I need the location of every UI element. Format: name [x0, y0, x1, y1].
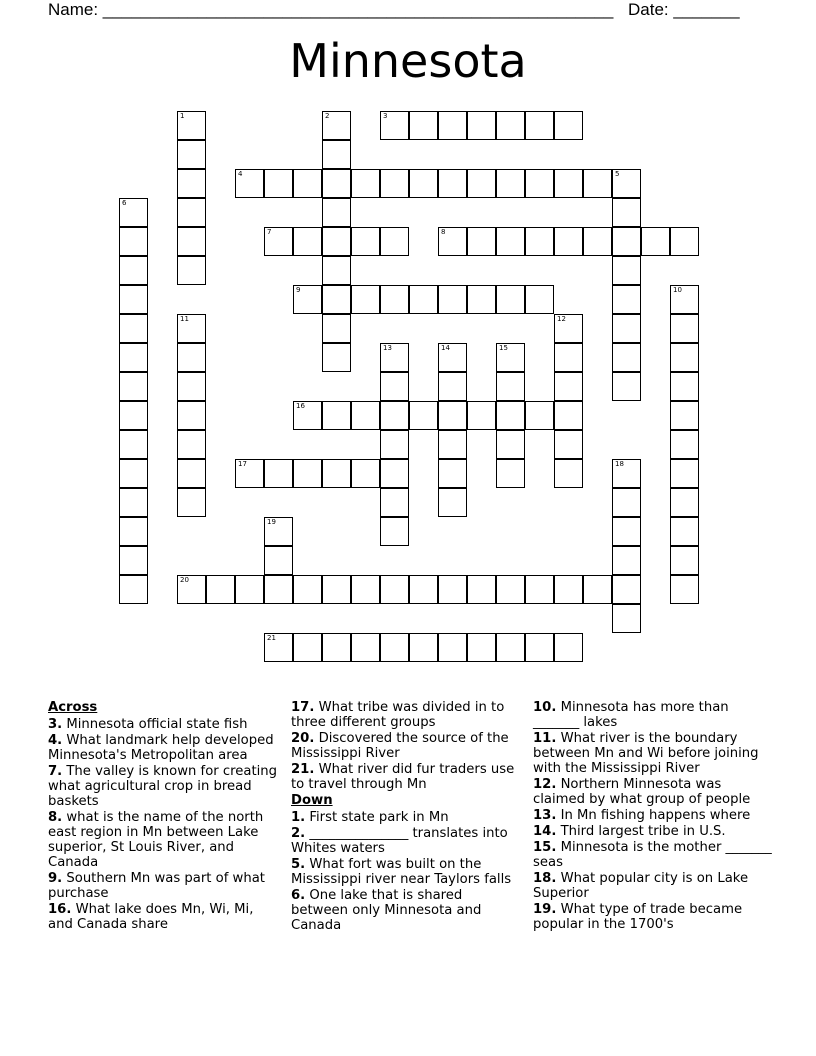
- grid-cell[interactable]: [496, 111, 525, 140]
- clue-number: 7.: [48, 764, 63, 779]
- clue-number: 19.: [533, 902, 557, 917]
- grid-cell[interactable]: [438, 285, 467, 314]
- clue-text: Minnesota is the mother _______ seas: [533, 840, 772, 870]
- grid-cell[interactable]: [293, 227, 322, 256]
- grid-cell[interactable]: [554, 314, 583, 343]
- grid-cell[interactable]: [177, 430, 206, 459]
- clue-number: 15.: [533, 840, 557, 855]
- grid-cell[interactable]: [293, 575, 322, 604]
- grid-cell[interactable]: [409, 575, 438, 604]
- grid-cell[interactable]: [177, 227, 206, 256]
- grid-cell[interactable]: [322, 401, 351, 430]
- cell-number: 12: [557, 315, 566, 323]
- cell-number: 16: [296, 402, 305, 410]
- grid-cell[interactable]: [612, 546, 641, 575]
- grid-cell[interactable]: [322, 227, 351, 256]
- grid-cell[interactable]: [554, 111, 583, 140]
- clue-number: 17.: [291, 700, 315, 715]
- grid-cell[interactable]: [119, 401, 148, 430]
- clue-text: What fort was built on the Mississippi river near Taylors falls: [291, 857, 512, 887]
- grid-cell[interactable]: [467, 575, 496, 604]
- grid-cell[interactable]: [322, 111, 351, 140]
- grid-cell[interactable]: [119, 198, 148, 227]
- clue-number: 2.: [291, 826, 306, 841]
- clue-text: What river did fur traders use to travel through Mn: [291, 762, 515, 792]
- grid-cell[interactable]: [670, 517, 699, 546]
- cell-number: 2: [325, 112, 330, 120]
- grid-cell[interactable]: [409, 111, 438, 140]
- clue-text: Minnesota official state fish: [62, 717, 248, 732]
- grid-cell[interactable]: [322, 343, 351, 372]
- grid-cell[interactable]: [438, 111, 467, 140]
- grid-cell[interactable]: [670, 285, 699, 314]
- grid-cell[interactable]: [177, 459, 206, 488]
- grid-cell[interactable]: [235, 575, 264, 604]
- grid-cell[interactable]: [409, 169, 438, 198]
- clue-number: 8.: [48, 810, 63, 825]
- grid-cell[interactable]: [612, 488, 641, 517]
- grid-cell[interactable]: [670, 459, 699, 488]
- clue-text: Southern Mn was part of what purchase: [48, 871, 265, 901]
- grid-cell[interactable]: [496, 372, 525, 401]
- grid-cell[interactable]: [119, 488, 148, 517]
- grid-cell[interactable]: [351, 401, 380, 430]
- down-clue: [533, 871, 773, 901]
- grid-cell[interactable]: [525, 169, 554, 198]
- grid-cell[interactable]: [670, 488, 699, 517]
- grid-cell[interactable]: [612, 198, 641, 227]
- grid-cell[interactable]: [612, 372, 641, 401]
- cell-number: 17: [238, 460, 247, 468]
- grid-cell[interactable]: [467, 285, 496, 314]
- clue-text: What lake does Mn, Wi, Mi, and Canada share: [48, 902, 254, 932]
- clue-number: 9.: [48, 871, 63, 886]
- name-field-label: Name: ______________________________________________________: [48, 0, 614, 19]
- grid-cell[interactable]: [670, 343, 699, 372]
- grid-cell[interactable]: [177, 575, 206, 604]
- grid-cell[interactable]: [119, 546, 148, 575]
- grid-cell[interactable]: [235, 169, 264, 198]
- grid-cell[interactable]: [438, 401, 467, 430]
- grid-cell[interactable]: [177, 198, 206, 227]
- cell-number: 7: [267, 228, 272, 236]
- grid-cell[interactable]: [409, 633, 438, 662]
- grid-cell[interactable]: [525, 285, 554, 314]
- clue-text: The valley is known for creating what agricultural crop in bread baskets: [48, 764, 278, 809]
- across-clue: [48, 810, 280, 870]
- across-clue: [48, 902, 280, 932]
- grid-cell[interactable]: [119, 575, 148, 604]
- grid-cell[interactable]: [351, 227, 380, 256]
- grid-cell[interactable]: [409, 401, 438, 430]
- grid-cell[interactable]: [467, 633, 496, 662]
- clue-text: One lake that is shared between only Minnesota and Canada: [291, 888, 482, 933]
- clue-number: 4.: [48, 733, 63, 748]
- grid-cell[interactable]: [554, 401, 583, 430]
- grid-cell[interactable]: [235, 459, 264, 488]
- clues-column-2: [291, 700, 523, 934]
- grid-cell[interactable]: [438, 488, 467, 517]
- grid-cell[interactable]: [438, 227, 467, 256]
- grid-cell[interactable]: [322, 285, 351, 314]
- grid-cell[interactable]: [496, 343, 525, 372]
- grid-cell[interactable]: [554, 633, 583, 662]
- down-clue: [533, 902, 773, 932]
- down-clue: [533, 700, 773, 730]
- cell-number: 5: [615, 170, 620, 178]
- clue-text: In Mn fishing happens where: [556, 808, 751, 823]
- clue-number: 12.: [533, 777, 557, 792]
- cell-number: 11: [180, 315, 189, 323]
- grid-cell[interactable]: [322, 575, 351, 604]
- grid-cell[interactable]: [322, 459, 351, 488]
- clue-number: 10.: [533, 700, 557, 715]
- grid-cell[interactable]: [438, 343, 467, 372]
- grid-cell[interactable]: [612, 285, 641, 314]
- clue-number: 21.: [291, 762, 315, 777]
- grid-cell[interactable]: [322, 140, 351, 169]
- grid-cell[interactable]: [496, 285, 525, 314]
- down-clue: [291, 826, 523, 856]
- grid-cell[interactable]: [119, 372, 148, 401]
- clue-text: What tribe was divided in to three different groups: [291, 700, 505, 730]
- grid-cell[interactable]: [554, 430, 583, 459]
- grid-cell[interactable]: [264, 633, 293, 662]
- cell-number: 20: [180, 576, 189, 584]
- grid-cell[interactable]: [177, 372, 206, 401]
- cell-number: 9: [296, 286, 301, 294]
- down-clue: [533, 824, 773, 839]
- grid-cell[interactable]: [177, 256, 206, 285]
- across-clue: [48, 871, 280, 901]
- grid-cell[interactable]: [177, 488, 206, 517]
- down-clue: [533, 840, 773, 870]
- grid-cell[interactable]: [467, 111, 496, 140]
- grid-cell[interactable]: [670, 546, 699, 575]
- grid-cell[interactable]: [293, 169, 322, 198]
- grid-cell[interactable]: [293, 401, 322, 430]
- grid-cell[interactable]: [554, 372, 583, 401]
- grid-cell[interactable]: [380, 459, 409, 488]
- down-clue: [291, 857, 523, 887]
- across-heading: Across: [48, 700, 98, 715]
- grid-cell[interactable]: [322, 169, 351, 198]
- cell-number: 19: [267, 518, 276, 526]
- grid-cell[interactable]: [612, 459, 641, 488]
- clue-text: Northern Minnesota was claimed by what group of people: [533, 777, 751, 807]
- clue-number: 3.: [48, 717, 63, 732]
- down-clue: [533, 808, 773, 823]
- grid-cell[interactable]: [670, 372, 699, 401]
- grid-cell[interactable]: [438, 633, 467, 662]
- grid-cell[interactable]: [380, 169, 409, 198]
- clue-text: What landmark help developed Minnesota's Metropolitan area: [48, 733, 274, 763]
- grid-cell[interactable]: [380, 517, 409, 546]
- grid-cell[interactable]: [119, 343, 148, 372]
- clue-text: What popular city is on Lake Superior: [533, 871, 749, 901]
- grid-cell[interactable]: [293, 285, 322, 314]
- grid-cell[interactable]: [380, 633, 409, 662]
- grid-cell[interactable]: [380, 285, 409, 314]
- grid-cell[interactable]: [670, 314, 699, 343]
- grid-cell[interactable]: [496, 633, 525, 662]
- cell-number: 10: [673, 286, 682, 294]
- grid-cell[interactable]: [322, 314, 351, 343]
- across-clue: [48, 733, 280, 763]
- grid-cell[interactable]: [670, 227, 699, 256]
- grid-cell[interactable]: [583, 575, 612, 604]
- grid-cell[interactable]: [380, 575, 409, 604]
- clue-text: Third largest tribe in U.S.: [556, 824, 726, 839]
- grid-cell[interactable]: [380, 430, 409, 459]
- grid-cell[interactable]: [670, 430, 699, 459]
- grid-cell[interactable]: [525, 401, 554, 430]
- grid-cell[interactable]: [293, 633, 322, 662]
- grid-cell[interactable]: [525, 227, 554, 256]
- grid-cell[interactable]: [177, 140, 206, 169]
- grid-cell[interactable]: [119, 517, 148, 546]
- grid-cell[interactable]: [525, 633, 554, 662]
- cell-number: 3: [383, 112, 388, 120]
- grid-cell[interactable]: [496, 169, 525, 198]
- clues-column-1: [48, 700, 280, 933]
- grid-cell[interactable]: [293, 459, 322, 488]
- grid-cell[interactable]: [119, 256, 148, 285]
- page-title: Minnesota: [289, 34, 527, 88]
- grid-cell[interactable]: [438, 169, 467, 198]
- grid-cell[interactable]: [409, 285, 438, 314]
- clues-column-3: [533, 700, 773, 933]
- cell-number: 18: [615, 460, 624, 468]
- grid-cell[interactable]: [119, 430, 148, 459]
- grid-cell[interactable]: [177, 169, 206, 198]
- cell-number: 6: [122, 199, 127, 207]
- clue-number: 18.: [533, 871, 557, 886]
- grid-cell[interactable]: [351, 169, 380, 198]
- grid-cell[interactable]: [438, 575, 467, 604]
- clue-number: 20.: [291, 731, 315, 746]
- grid-cell[interactable]: [380, 488, 409, 517]
- grid-cell[interactable]: [496, 401, 525, 430]
- grid-cell[interactable]: [641, 227, 670, 256]
- cell-number: 14: [441, 344, 450, 352]
- down-clue: [291, 810, 523, 825]
- grid-cell[interactable]: [554, 459, 583, 488]
- grid-cell[interactable]: [612, 575, 641, 604]
- grid-cell[interactable]: [264, 575, 293, 604]
- cell-number: 13: [383, 344, 392, 352]
- grid-cell[interactable]: [351, 575, 380, 604]
- cell-number: 1: [180, 112, 185, 120]
- grid-cell[interactable]: [380, 111, 409, 140]
- clue-number: 5.: [291, 857, 306, 872]
- grid-cell[interactable]: [380, 227, 409, 256]
- grid-cell[interactable]: [612, 517, 641, 546]
- down-clue: [291, 888, 523, 933]
- grid-cell[interactable]: [525, 575, 554, 604]
- grid-cell[interactable]: [496, 227, 525, 256]
- clue-text: What type of trade became popular in the 1700's: [533, 902, 743, 932]
- across-clue: [291, 700, 523, 730]
- grid-cell[interactable]: [264, 517, 293, 546]
- clue-number: 13.: [533, 808, 557, 823]
- clue-number: 1.: [291, 810, 306, 825]
- across-clue: [291, 731, 523, 761]
- clue-text: Discovered the source of the Mississippi River: [291, 731, 509, 761]
- date-field-label: Date: _______: [628, 0, 740, 19]
- grid-cell[interactable]: [177, 314, 206, 343]
- grid-cell[interactable]: [612, 314, 641, 343]
- grid-cell[interactable]: [351, 459, 380, 488]
- grid-cell[interactable]: [525, 111, 554, 140]
- grid-cell[interactable]: [496, 575, 525, 604]
- clue-number: 14.: [533, 824, 557, 839]
- clue-number: 6.: [291, 888, 306, 903]
- cell-number: 21: [267, 634, 276, 642]
- down-clue: [533, 731, 773, 776]
- grid-cell[interactable]: [264, 169, 293, 198]
- grid-cell[interactable]: [467, 401, 496, 430]
- grid-cell[interactable]: [554, 343, 583, 372]
- grid-cell[interactable]: [322, 198, 351, 227]
- cell-number: 4: [238, 170, 243, 178]
- grid-cell[interactable]: [177, 401, 206, 430]
- down-clue: [533, 777, 773, 807]
- grid-cell[interactable]: [438, 459, 467, 488]
- grid-cell[interactable]: [583, 169, 612, 198]
- grid-cell[interactable]: [467, 169, 496, 198]
- grid-cell[interactable]: [119, 227, 148, 256]
- grid-cell[interactable]: [612, 227, 641, 256]
- grid-cell[interactable]: [554, 227, 583, 256]
- grid-cell[interactable]: [612, 343, 641, 372]
- grid-cell[interactable]: [322, 633, 351, 662]
- grid-cell[interactable]: [670, 575, 699, 604]
- grid-cell[interactable]: [351, 285, 380, 314]
- grid-cell[interactable]: [612, 169, 641, 198]
- across-clue: [291, 762, 523, 792]
- clue-text: What river is the boundary between Mn and Wi before joining with the Mississippi River: [533, 731, 759, 776]
- clue-text: Minnesota has more than _______ lakes: [533, 700, 729, 730]
- clue-text: _______________ translates into Whites waters: [291, 826, 508, 856]
- across-clue: [48, 764, 280, 809]
- grid-cell[interactable]: [670, 401, 699, 430]
- grid-cell[interactable]: [322, 256, 351, 285]
- grid-cell[interactable]: [264, 546, 293, 575]
- grid-cell[interactable]: [583, 227, 612, 256]
- grid-cell[interactable]: [438, 430, 467, 459]
- grid-cell[interactable]: [264, 227, 293, 256]
- clue-number: 16.: [48, 902, 72, 917]
- down-heading: Down: [291, 793, 333, 808]
- clue-text: First state park in Mn: [305, 810, 449, 825]
- grid-cell[interactable]: [264, 459, 293, 488]
- cell-number: 8: [441, 228, 446, 236]
- grid-cell[interactable]: [496, 459, 525, 488]
- grid-cell[interactable]: [380, 372, 409, 401]
- cell-number: 15: [499, 344, 508, 352]
- grid-cell[interactable]: [612, 256, 641, 285]
- grid-cell[interactable]: [351, 633, 380, 662]
- grid-cell[interactable]: [496, 430, 525, 459]
- grid-cell[interactable]: [380, 343, 409, 372]
- grid-cell[interactable]: [119, 459, 148, 488]
- grid-cell[interactable]: [119, 285, 148, 314]
- clue-number: 11.: [533, 731, 557, 746]
- clue-text: what is the name of the north east region in Mn between Lake superior, St Louis River, and Canada: [48, 810, 264, 870]
- grid-cell[interactable]: [554, 575, 583, 604]
- grid-cell[interactable]: [467, 227, 496, 256]
- grid-cell[interactable]: [177, 111, 206, 140]
- grid-cell[interactable]: [206, 575, 235, 604]
- grid-cell[interactable]: [554, 169, 583, 198]
- grid-cell[interactable]: [177, 343, 206, 372]
- grid-cell[interactable]: [612, 604, 641, 633]
- grid-cell[interactable]: [438, 372, 467, 401]
- across-clue: [48, 717, 280, 732]
- grid-cell[interactable]: [119, 314, 148, 343]
- grid-cell[interactable]: [380, 401, 409, 430]
